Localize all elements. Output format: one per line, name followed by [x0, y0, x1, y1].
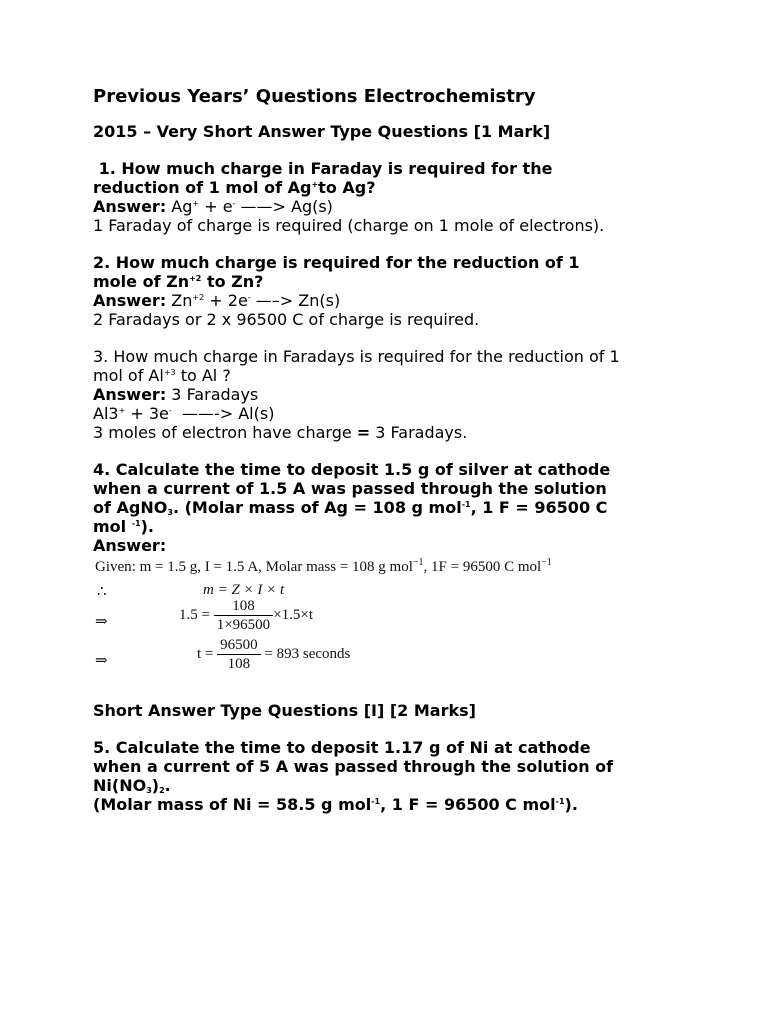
- question-2: [93, 253, 693, 329]
- answer-1: Answer: Ag+ + e- ——> Ag(s): [93, 197, 333, 216]
- question-1-line-1: 1. How much charge in Faraday is required for the: [93, 159, 553, 178]
- question-4-line-1: 4. Calculate the time to deposit 1.5 g of silver at cathode: [93, 460, 611, 479]
- question-2-line-1: 2. How much charge is required for the reduction of 1: [93, 253, 580, 272]
- question-4-line-4: mol $^{-1}$).: [93, 517, 154, 536]
- answer-3-explanation: 3 moles of electron have charge = 3 Faradays.: [93, 423, 468, 442]
- question-1: [93, 159, 693, 235]
- question-1-line-2: reduction of 1 mol of Ag+to Ag?: [93, 178, 376, 197]
- answer-2-explanation: 2 Faradays or 2 x 96500 C of charge is required.: [93, 310, 480, 329]
- question-3-line-1: 3. How much charge in Faradays is required for the reduction of 1: [93, 347, 620, 366]
- question-5-line-1: 5. Calculate the time to deposit 1.17 g of Ni at cathode: [93, 738, 591, 757]
- answer-label: Answer:: [93, 197, 167, 216]
- question-5-line-3: $Ni(NO_3)_2$.: [93, 776, 171, 795]
- implies-symbol: ⇒: [95, 614, 108, 630]
- question-3: [93, 347, 693, 442]
- solution-given-line: Given: m = 1.5 g, I = 1.5 A, Molar mass = 108 g mol$^{-1}$, 1F = 96500 C mol$^{-1}$: [95, 557, 552, 575]
- therefore-symbol: ∴: [97, 584, 107, 600]
- question-5-line-2: when a current of 5 A was passed through the solution of: [93, 757, 614, 776]
- answer-3: Answer: 3 Faradays: [93, 385, 259, 404]
- section-heading-short-answer: Short Answer Type Questions [I] [2 Marks]: [93, 701, 476, 720]
- solution-equation-3: t = $\frac{96500}{108}$ = 893 seconds: [197, 637, 351, 672]
- section-heading-very-short: 2015 – Very Short Answer Type Questions [1 Mark]: [93, 122, 551, 141]
- solution-equation-2: 1.5 = $\frac{108}{1\times 96500}$ ×1.5×t: [179, 598, 314, 633]
- question-5: [93, 738, 693, 814]
- answer-label: Answer:: [93, 385, 167, 404]
- page-title: Previous Years’ Questions Electrochemistry: [93, 86, 536, 107]
- fraction: $\frac{108}{1\times 96500}$: [214, 597, 273, 634]
- answer-2: Answer: $Zn^{+2} + 2e^-$ —–> Zn(s): [93, 291, 341, 310]
- document-page: [93, 86, 693, 814]
- solution-equation-1: m = Z × I × t: [203, 582, 285, 598]
- question-4-line-2: when a current of 1.5 A was passed through the solution: [93, 479, 607, 498]
- answer-label: Answer:: [93, 536, 167, 555]
- answer-1-explanation: 1 Faraday of charge is required (charge on 1 mole of electrons).: [93, 216, 605, 235]
- question-5-line-4: (Molar mass of Ni = 58.5 g mol$^{-1}$, 1 F = 96500 C mol$^{-1}$).: [93, 795, 578, 814]
- question-4: [93, 460, 693, 681]
- implies-symbol: ⇒: [95, 653, 108, 669]
- question-2-line-2: mole of $Zn^{+2}$ to Zn?: [93, 272, 264, 291]
- question-4-line-3: of AgNO$_3$. (Molar mass of Ag = 108 g mol$^{-1}$, 1 F = 96500 C: [93, 498, 608, 517]
- answer-4-solution: [93, 559, 693, 681]
- question-3-line-2: mol of $Al^{+3}$ to Al ?: [93, 366, 231, 385]
- answer-label: Answer:: [93, 291, 167, 310]
- answer-3-equation: Al3+ + 3e- ——-> Al(s): [93, 404, 275, 423]
- fraction: $\frac{96500}{108}$: [217, 636, 261, 673]
